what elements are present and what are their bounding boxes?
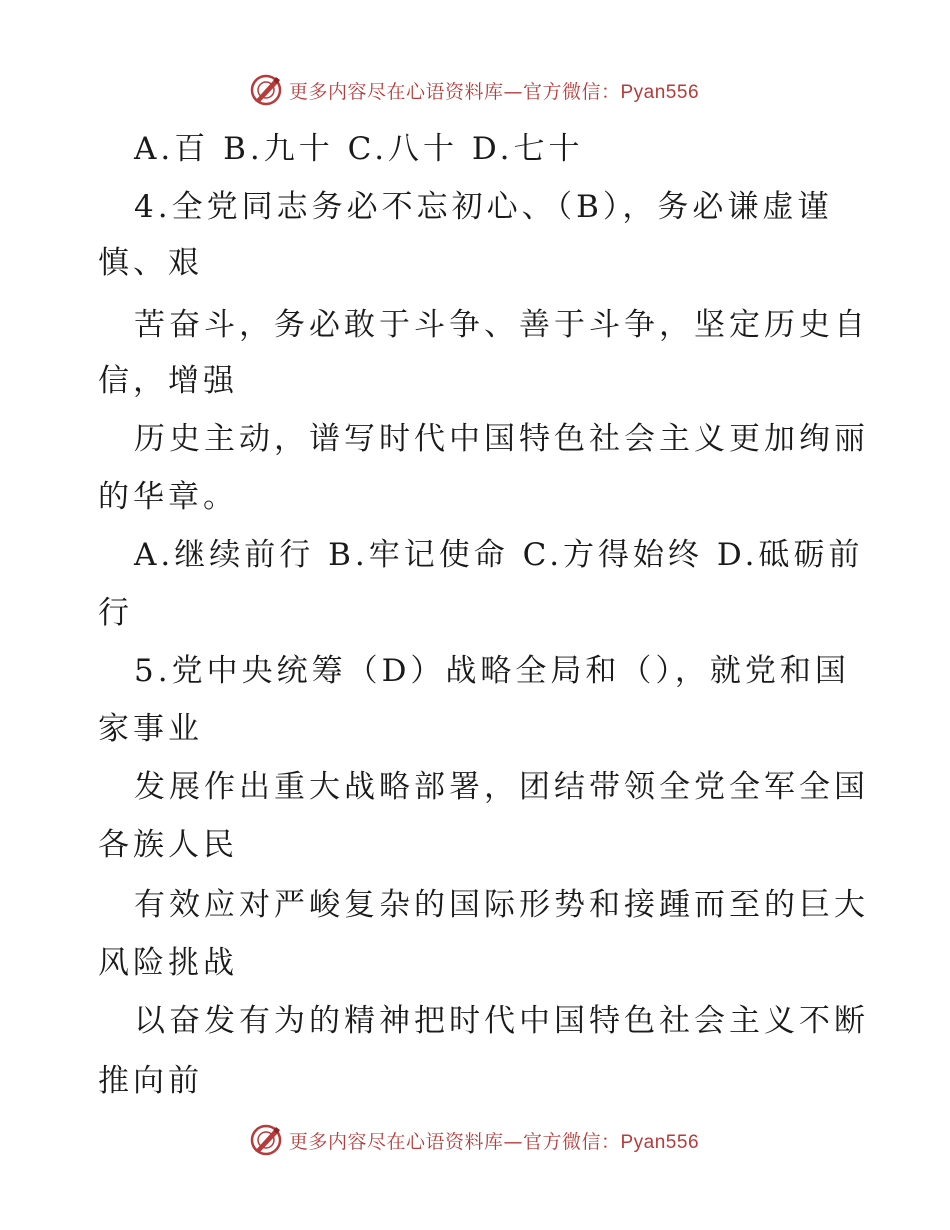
text-line: 发展作出重大战略部署，团结带领全党全军全国	[134, 769, 869, 805]
header-watermark	[0, 70, 950, 110]
pen-logo-icon	[249, 73, 283, 107]
text-line: 的华章。	[98, 479, 238, 515]
text-line: 推向前	[98, 1063, 203, 1099]
text-line: 以奋发有为的精神把时代中国特色社会主义不断	[134, 1003, 869, 1039]
text-line: A.继续前行 B.牢记使命 C.方得始终 D.砥砺前	[134, 537, 864, 573]
pen-logo-icon	[249, 1123, 283, 1157]
text-line: 慎、艰	[98, 245, 203, 281]
text-line: 苦奋斗，务必敢于斗争、善于斗争，坚定历史自	[134, 307, 869, 343]
text-line: 有效应对严峻复杂的国际形势和接踵而至的巨大	[134, 887, 869, 923]
text-line: 家事业	[98, 711, 203, 747]
text-line: 各族人民	[98, 827, 238, 863]
watermark-text: 更多内容尽在心语资料库—官方微信：Pyan556	[288, 80, 700, 103]
text-line: 风险挑战	[98, 945, 238, 981]
watermark-text: 更多内容尽在心语资料库—官方微信：Pyan556	[288, 1130, 700, 1153]
text-line: A.百 B.九十 C.八十 D.七十	[134, 131, 584, 167]
text-line: 5.党中央统筹（D）战略全局和（），就党和国	[134, 653, 850, 689]
footer-watermark	[0, 1120, 950, 1160]
text-line: 信，增强	[98, 363, 238, 399]
text-line: 历史主动，谱写时代中国特色社会主义更加绚丽	[134, 421, 869, 457]
text-line: 行	[98, 595, 133, 631]
text-line: 4.全党同志务必不忘初心、（B），务必谦虚谨	[134, 189, 833, 225]
